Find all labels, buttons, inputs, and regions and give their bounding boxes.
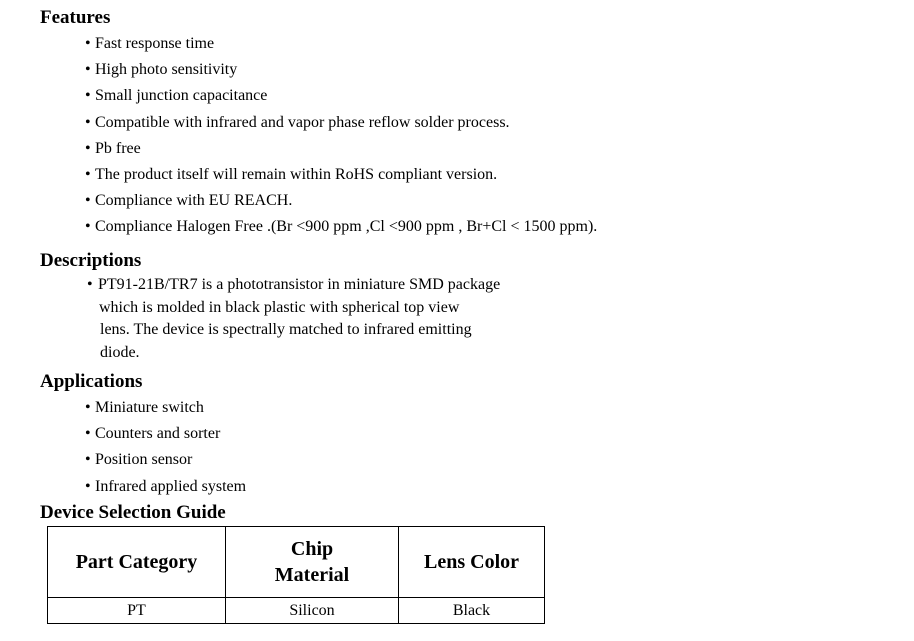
list-item: • Fast response time [85,31,597,57]
list-item: • The product itself will remain within RoHS compliant version. [85,162,597,188]
description-line: • PT91-21B/TR7 is a phototransistor in miniature SMD package [98,276,501,293]
device-selection-table [47,526,545,624]
features-list [85,31,597,241]
table-row [48,598,545,624]
features-heading: Features [40,7,111,28]
description-line: lens. The device is spectrally matched to infrared emitting [100,321,472,338]
applications-heading: Applications [40,371,143,392]
description-line: which is molded in black plastic with spherical top view [99,298,460,316]
descriptions-list [87,274,618,364]
list-item: • Small junction capacitance [85,83,597,109]
list-item: • Compliance with EU REACH. [85,188,597,214]
column-header-part-category: Part Category [48,527,226,598]
list-item: • Counters and sorter [85,421,246,447]
table-cell-chip-material: Silicon [226,598,399,624]
list-item: • High photo sensitivity [85,57,597,83]
column-header-chip-material [226,527,399,598]
description-line: diode. [100,343,140,361]
list-item: • Position sensor [85,447,246,473]
column-header-lens-color: Lens Color [399,527,545,598]
applications-list [85,395,246,500]
device-selection-heading: Device Selection Guide [40,502,226,523]
list-item: • Pb free [85,136,597,162]
column-header-line: Material [274,564,350,586]
list-item: • Miniature switch [85,395,246,421]
table-cell-part-category: PT [48,598,226,624]
column-header-line: Chip [290,538,334,560]
table-cell-lens-color: Black [399,598,545,624]
list-item [87,274,618,364]
list-item: • Compliance Halogen Free .(Br <900 ppm ,Cl <900 ppm , Br+Cl < 1500 ppm). [85,214,597,240]
list-item: • Compatible with infrared and vapor phase reflow solder process. [85,110,597,136]
table-header-row [48,527,545,598]
descriptions-heading: Descriptions [40,250,142,271]
list-item: • Infrared applied system [85,474,246,500]
